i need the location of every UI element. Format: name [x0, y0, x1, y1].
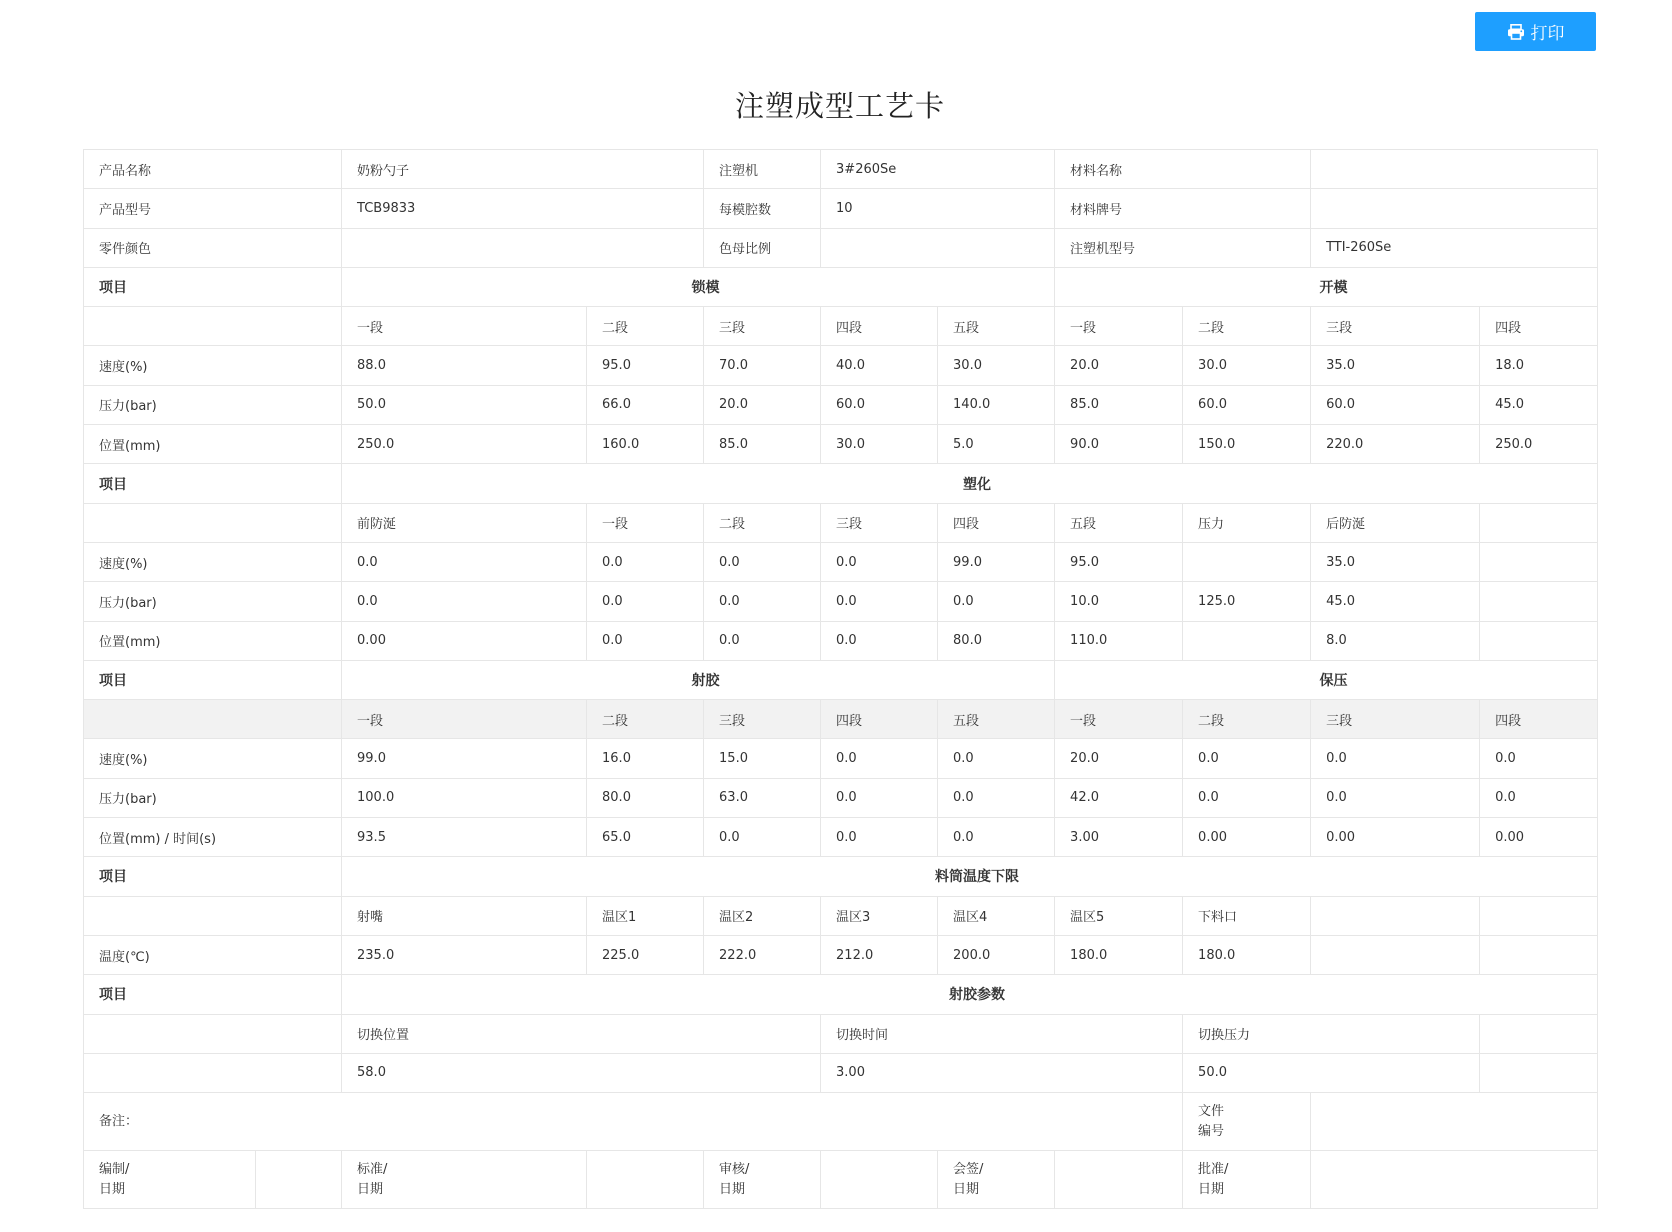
row-label	[84, 700, 342, 739]
value-cell	[1183, 542, 1311, 581]
stage-label: 三段	[704, 700, 821, 739]
section-header-row	[84, 975, 1598, 1014]
value-cell: 80.0	[938, 621, 1055, 660]
info-label: 零件颜色	[84, 228, 342, 267]
value-cell: 35.0	[1311, 346, 1480, 385]
stage-label: 温区4	[938, 896, 1055, 935]
stage-label: 温区1	[587, 896, 704, 935]
stage-label: 一段	[1055, 307, 1183, 346]
value-cell: 45.0	[1480, 385, 1598, 424]
value-cell	[1480, 1053, 1598, 1092]
value-cell: 250.0	[1480, 425, 1598, 464]
value-cell	[1480, 1014, 1598, 1053]
value-cell: 212.0	[821, 935, 938, 974]
section-header-row	[84, 267, 1598, 306]
print-button[interactable]	[1475, 12, 1596, 51]
param-label: 切换压力	[1183, 1014, 1480, 1053]
value-cell: 0.0	[821, 778, 938, 817]
info-row	[84, 189, 1598, 228]
printer-icon	[1507, 24, 1525, 40]
section-title: 射胶参数	[342, 975, 1598, 1014]
value-cell: 0.0	[342, 582, 587, 621]
value-cell: 88.0	[342, 346, 587, 385]
value-cell: 0.0	[587, 621, 704, 660]
stage-label: 四段	[821, 307, 938, 346]
value-cell: 0.0	[821, 621, 938, 660]
stage-label: 二段	[1183, 307, 1311, 346]
stage-label: 温区3	[821, 896, 938, 935]
doc-number-value	[1311, 1093, 1598, 1151]
table-row	[84, 621, 1598, 660]
stage-label: 三段	[821, 503, 938, 542]
value-cell: 0.0	[821, 542, 938, 581]
value-cell: 160.0	[587, 425, 704, 464]
value-cell: 50.0	[342, 385, 587, 424]
stage-label: 压力	[1183, 503, 1311, 542]
value-cell: 90.0	[1055, 425, 1183, 464]
item-label: 项目	[84, 857, 342, 896]
value-cell: 0.0	[342, 542, 587, 581]
stage-label	[1480, 503, 1598, 542]
info-label: 产品型号	[84, 189, 342, 228]
remarks-label: 备注：	[84, 1093, 1183, 1151]
info-value: TCB9833	[342, 189, 704, 228]
info-label: 注塑机	[704, 150, 821, 189]
section-title: 射胶	[342, 660, 1055, 699]
info-value: TTI-260Se	[1311, 228, 1598, 267]
section-header-row	[84, 857, 1598, 896]
value-cell: 80.0	[587, 778, 704, 817]
param-value: 3.00	[821, 1053, 1183, 1092]
stage-label: 一段	[342, 700, 587, 739]
value-cell: 0.0	[1480, 739, 1598, 778]
stage-label: 一段	[1055, 700, 1183, 739]
stage-label: 二段	[704, 503, 821, 542]
value-cell: 10.0	[1055, 582, 1183, 621]
info-value: 10	[821, 189, 1055, 228]
row-label	[84, 307, 342, 346]
info-label: 注塑机型号	[1055, 228, 1311, 267]
info-label: 材料名称	[1055, 150, 1311, 189]
stage-header-row	[84, 503, 1598, 542]
value-cell: 0.0	[587, 542, 704, 581]
stage-header-row	[84, 1014, 1598, 1053]
stage-label: 五段	[938, 700, 1055, 739]
value-cell: 0.0	[938, 778, 1055, 817]
section-header-row	[84, 660, 1598, 699]
table-row	[84, 778, 1598, 817]
value-cell: 85.0	[1055, 385, 1183, 424]
table-row	[84, 385, 1598, 424]
value-cell: 0.0	[821, 818, 938, 857]
signoff-row	[84, 1151, 1598, 1209]
item-label: 项目	[84, 660, 342, 699]
info-label: 每模腔数	[704, 189, 821, 228]
value-cell: 95.0	[1055, 542, 1183, 581]
stage-label: 三段	[1311, 700, 1480, 739]
table-row	[84, 818, 1598, 857]
stage-label: 四段	[1480, 700, 1598, 739]
item-label: 项目	[84, 267, 342, 306]
row-label	[84, 1014, 342, 1053]
value-cell: 20.0	[1055, 346, 1183, 385]
stage-label: 射嘴	[342, 896, 587, 935]
stage-label: 五段	[938, 307, 1055, 346]
value-cell: 42.0	[1055, 778, 1183, 817]
value-cell: 100.0	[342, 778, 587, 817]
info-value	[342, 228, 704, 267]
value-cell	[1183, 621, 1311, 660]
value-cell: 70.0	[704, 346, 821, 385]
info-row	[84, 228, 1598, 267]
value-cell: 0.00	[1311, 818, 1480, 857]
row-label	[84, 503, 342, 542]
value-cell: 30.0	[1183, 346, 1311, 385]
value-cell	[1480, 621, 1598, 660]
value-cell: 0.0	[938, 739, 1055, 778]
row-label	[84, 1053, 342, 1092]
signoff-value	[587, 1151, 704, 1209]
row-label: 位置(mm) / 时间(s)	[84, 818, 342, 857]
section-title: 料筒温度下限	[342, 857, 1598, 896]
signoff-value	[821, 1151, 938, 1209]
signoff-label: 标准/ 日期	[342, 1151, 587, 1209]
section-title: 开模	[1055, 267, 1598, 306]
value-cell: 63.0	[704, 778, 821, 817]
signoff-label: 审核/ 日期	[704, 1151, 821, 1209]
value-cell: 45.0	[1311, 582, 1480, 621]
stage-label: 三段	[704, 307, 821, 346]
signoff-value	[1055, 1151, 1183, 1209]
stage-label: 二段	[587, 700, 704, 739]
value-cell: 0.00	[1183, 818, 1311, 857]
value-cell	[1480, 582, 1598, 621]
signoff-value	[1311, 1151, 1598, 1209]
value-cell: 0.0	[587, 582, 704, 621]
remarks-row	[84, 1093, 1598, 1151]
doc-number-label: 文件 编号	[1183, 1093, 1311, 1151]
value-cell: 40.0	[821, 346, 938, 385]
value-cell: 125.0	[1183, 582, 1311, 621]
table-row	[84, 582, 1598, 621]
row-label: 位置(mm)	[84, 621, 342, 660]
value-cell: 8.0	[1311, 621, 1480, 660]
value-cell	[1480, 935, 1598, 974]
row-label: 位置(mm)	[84, 425, 342, 464]
table-row	[84, 1053, 1598, 1092]
item-label: 项目	[84, 975, 342, 1014]
stage-label: 下料口	[1183, 896, 1311, 935]
print-button-label: 打印	[1530, 24, 1565, 43]
stage-label: 前防涎	[342, 503, 587, 542]
value-cell: 20.0	[1055, 739, 1183, 778]
stage-header-row	[84, 700, 1598, 739]
value-cell: 0.00	[342, 621, 587, 660]
signoff-label: 批准/ 日期	[1183, 1151, 1311, 1209]
value-cell: 0.0	[938, 818, 1055, 857]
section-title: 塑化	[342, 464, 1598, 503]
param-label: 切换时间	[821, 1014, 1183, 1053]
value-cell: 235.0	[342, 935, 587, 974]
info-value	[1311, 189, 1598, 228]
value-cell: 16.0	[587, 739, 704, 778]
info-value	[1311, 150, 1598, 189]
value-cell: 0.0	[1480, 778, 1598, 817]
value-cell: 0.00	[1480, 818, 1598, 857]
section-header-row	[84, 464, 1598, 503]
stage-header-row	[84, 307, 1598, 346]
value-cell: 66.0	[587, 385, 704, 424]
stage-label: 四段	[821, 700, 938, 739]
param-label: 切换位置	[342, 1014, 821, 1053]
table-row	[84, 425, 1598, 464]
value-cell: 30.0	[938, 346, 1055, 385]
value-cell: 30.0	[821, 425, 938, 464]
param-value: 50.0	[1183, 1053, 1480, 1092]
value-cell: 60.0	[1311, 385, 1480, 424]
value-cell: 99.0	[938, 542, 1055, 581]
value-cell: 5.0	[938, 425, 1055, 464]
value-cell: 0.0	[1183, 778, 1311, 817]
value-cell: 60.0	[1183, 385, 1311, 424]
stage-label: 温区2	[704, 896, 821, 935]
signoff-label: 会签/ 日期	[938, 1151, 1055, 1209]
page-title: 注塑成型工艺卡	[734, 89, 945, 123]
section-title: 锁模	[342, 267, 1055, 306]
value-cell: 15.0	[704, 739, 821, 778]
info-row	[84, 150, 1598, 189]
param-value: 58.0	[342, 1053, 821, 1092]
value-cell: 150.0	[1183, 425, 1311, 464]
info-label: 产品名称	[84, 150, 342, 189]
info-value: 3#260Se	[821, 150, 1055, 189]
row-label: 速度(%)	[84, 542, 342, 581]
value-cell: 220.0	[1311, 425, 1480, 464]
section-title: 保压	[1055, 660, 1598, 699]
value-cell: 140.0	[938, 385, 1055, 424]
stage-label: 三段	[1311, 307, 1480, 346]
info-value: 奶粉勺子	[342, 150, 704, 189]
row-label: 压力(bar)	[84, 778, 342, 817]
row-label: 压力(bar)	[84, 582, 342, 621]
process-card-table	[83, 149, 1598, 1209]
info-label: 材料牌号	[1055, 189, 1311, 228]
value-cell: 0.0	[704, 542, 821, 581]
value-cell: 225.0	[587, 935, 704, 974]
stage-label: 一段	[342, 307, 587, 346]
signoff-label: 编制/ 日期	[84, 1151, 256, 1209]
value-cell: 180.0	[1183, 935, 1311, 974]
table-row	[84, 346, 1598, 385]
value-cell: 222.0	[704, 935, 821, 974]
value-cell: 0.0	[1311, 739, 1480, 778]
value-cell: 250.0	[342, 425, 587, 464]
value-cell: 95.0	[587, 346, 704, 385]
signoff-value	[256, 1151, 342, 1209]
value-cell: 0.0	[704, 621, 821, 660]
value-cell: 0.0	[704, 582, 821, 621]
stage-label: 四段	[1480, 307, 1598, 346]
table-row	[84, 542, 1598, 581]
value-cell: 0.0	[1183, 739, 1311, 778]
row-label: 压力(bar)	[84, 385, 342, 424]
stage-header-row	[84, 896, 1598, 935]
value-cell: 3.00	[1055, 818, 1183, 857]
stage-label: 五段	[1055, 503, 1183, 542]
value-cell: 60.0	[821, 385, 938, 424]
table-row	[84, 935, 1598, 974]
value-cell: 99.0	[342, 739, 587, 778]
value-cell: 18.0	[1480, 346, 1598, 385]
value-cell: 0.0	[938, 582, 1055, 621]
value-cell	[1311, 935, 1480, 974]
stage-label: 温区5	[1055, 896, 1183, 935]
value-cell: 93.5	[342, 818, 587, 857]
stage-label: 四段	[938, 503, 1055, 542]
info-value	[821, 228, 1055, 267]
value-cell: 0.0	[704, 818, 821, 857]
table-row	[84, 739, 1598, 778]
row-label: 速度(%)	[84, 346, 342, 385]
value-cell: 110.0	[1055, 621, 1183, 660]
stage-label: 后防涎	[1311, 503, 1480, 542]
value-cell: 0.0	[1311, 778, 1480, 817]
stage-label	[1311, 896, 1480, 935]
value-cell: 20.0	[704, 385, 821, 424]
stage-label	[1480, 896, 1598, 935]
row-label: 温度(℃)	[84, 935, 342, 974]
value-cell: 85.0	[704, 425, 821, 464]
value-cell: 35.0	[1311, 542, 1480, 581]
value-cell: 200.0	[938, 935, 1055, 974]
value-cell: 65.0	[587, 818, 704, 857]
stage-label: 二段	[1183, 700, 1311, 739]
value-cell: 180.0	[1055, 935, 1183, 974]
value-cell: 0.0	[821, 739, 938, 778]
value-cell	[1480, 542, 1598, 581]
stage-label: 二段	[587, 307, 704, 346]
value-cell: 0.0	[821, 582, 938, 621]
item-label: 项目	[84, 464, 342, 503]
info-label: 色母比例	[704, 228, 821, 267]
row-label: 速度(%)	[84, 739, 342, 778]
stage-label: 一段	[587, 503, 704, 542]
row-label	[84, 896, 342, 935]
